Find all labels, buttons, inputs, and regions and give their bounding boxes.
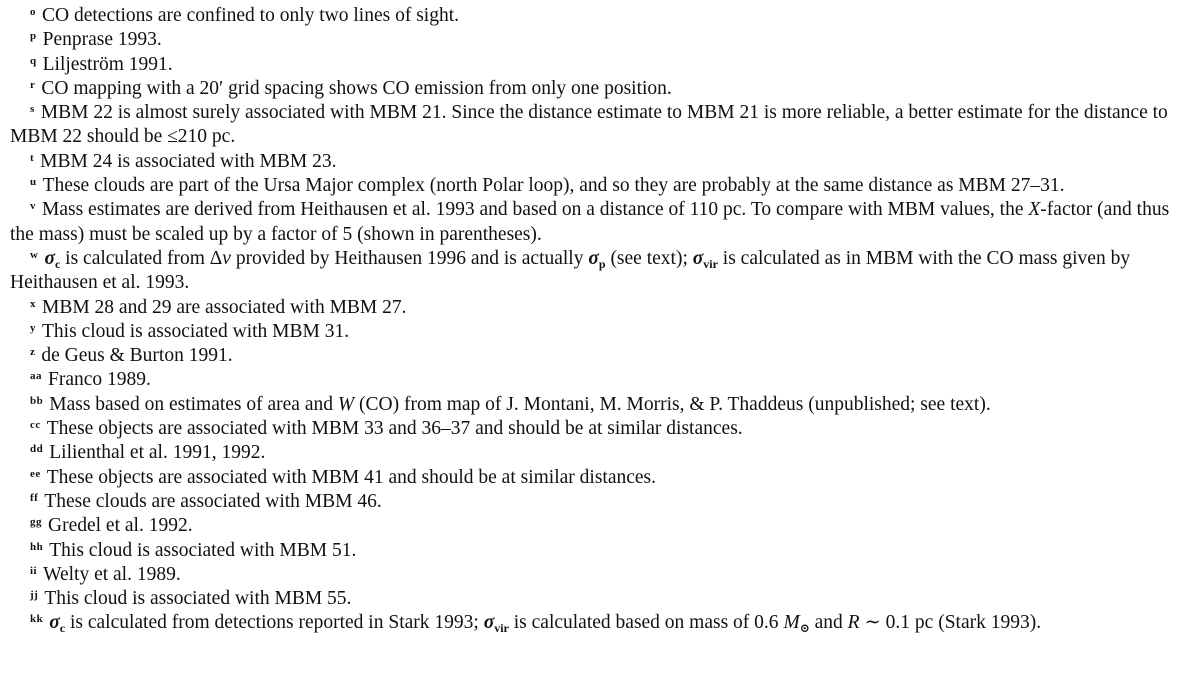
footnote-q bbox=[10, 53, 1190, 77]
footnote-u bbox=[10, 174, 1190, 198]
footnote-text: and bbox=[809, 612, 848, 634]
footnote-mark: jj bbox=[30, 589, 39, 602]
footnote-t bbox=[10, 150, 1190, 174]
m-symbol: M bbox=[783, 612, 800, 634]
footnote-text: This cloud is associated with MBM 55. bbox=[44, 588, 352, 610]
footnote-mark: r bbox=[30, 78, 36, 91]
subscript-c: c bbox=[54, 256, 61, 271]
footnote-text: CO mapping with a 20′ grid spacing shows CO emission from only one position. bbox=[41, 77, 672, 99]
footnote-text: de Geus & Burton 1991. bbox=[41, 345, 233, 367]
footnote-text: (see text); bbox=[605, 247, 693, 269]
footnote-text: is calculated as in MBM with the CO mass given by Heithausen et al. 1993. bbox=[10, 247, 1131, 294]
footnote-y bbox=[10, 320, 1190, 344]
footnote-mark: v bbox=[30, 200, 36, 213]
footnote-v bbox=[10, 198, 1190, 247]
footnote-o bbox=[10, 4, 1190, 28]
sigma-symbol: σ bbox=[692, 247, 704, 269]
footnote-mark: kk bbox=[30, 613, 44, 626]
footnote-gg bbox=[10, 514, 1190, 538]
footnote-text: is calculated from Δ bbox=[60, 247, 223, 269]
subscript-c: c bbox=[59, 621, 66, 636]
subscript-vir: vir bbox=[703, 256, 718, 271]
footnote-text: These clouds are associated with MBM 46. bbox=[44, 490, 382, 512]
footnote-bb bbox=[10, 393, 1190, 417]
footnote-mark: ff bbox=[30, 491, 39, 504]
footnote-mark: t bbox=[30, 151, 35, 164]
footnote-s bbox=[10, 101, 1190, 150]
footnote-text: Liljeström 1991. bbox=[42, 53, 173, 75]
w-symbol: W bbox=[337, 393, 355, 415]
footnote-mark: ee bbox=[30, 467, 41, 480]
footnote-text: These objects are associated with MBM 33 and 36–37 and should be at similar distances. bbox=[46, 418, 743, 440]
footnote-text: Penprase 1993. bbox=[42, 29, 162, 51]
footnote-text: ∼ 0.1 pc (Stark 1993). bbox=[859, 612, 1042, 634]
footnote-dd bbox=[10, 441, 1190, 465]
footnote-mark: z bbox=[30, 346, 36, 359]
footnote-mark: w bbox=[30, 248, 39, 261]
footnote-mark: cc bbox=[30, 419, 41, 432]
footnote-text: Welty et al. 1989. bbox=[43, 563, 181, 585]
footnote-w bbox=[10, 247, 1190, 296]
footnote-text: MBM 24 is associated with MBM 23. bbox=[40, 150, 337, 172]
footnote-x bbox=[10, 296, 1190, 320]
footnote-text: MBM 22 is almost surely associated with MBM 21. Since the distance estimate to MBM 21 is more reliable, a better estimate for the distance to MBM 22 should be ≤210 pc. bbox=[10, 102, 1168, 148]
footnote-text: This cloud is associated with MBM 31. bbox=[42, 320, 350, 342]
footnote-text: CO detections are confined to only two lines of sight. bbox=[42, 5, 460, 26]
footnote-mark: u bbox=[30, 176, 37, 189]
footnote-text: is calculated based on mass of 0.6 bbox=[508, 612, 784, 634]
sigma-symbol: σ bbox=[588, 247, 599, 269]
footnote-text: Gredel et al. 1992. bbox=[48, 515, 193, 537]
footnote-mark: s bbox=[30, 103, 35, 116]
footnote-mark: ii bbox=[30, 564, 38, 577]
footnote-text: Mass based on estimates of area and bbox=[49, 393, 338, 415]
footnote-mark: p bbox=[30, 30, 37, 43]
footnote-mark: y bbox=[30, 321, 36, 334]
footnote-text: provided by Heithausen 1996 and is actually bbox=[230, 247, 589, 269]
footnote-mark: x bbox=[30, 297, 36, 310]
sigma-symbol: σ bbox=[44, 247, 55, 269]
footnote-hh bbox=[10, 539, 1190, 563]
footnote-mark: gg bbox=[30, 516, 42, 529]
footnote-text: Lilienthal et al. 1991, 1992. bbox=[49, 442, 266, 464]
footnote-p bbox=[10, 28, 1190, 52]
footnote-cc bbox=[10, 417, 1190, 441]
sigma-symbol: σ bbox=[49, 612, 60, 634]
r-symbol: R bbox=[847, 612, 860, 634]
footnote-aa bbox=[10, 368, 1190, 392]
subscript-vir: vir bbox=[494, 621, 509, 636]
footnote-text: (CO) from map of J. Montani, M. Morris, & P. Thaddeus (unpublished; see text). bbox=[354, 393, 991, 415]
footnote-text: MBM 28 and 29 are associated with MBM 27. bbox=[42, 296, 407, 318]
footnote-z bbox=[10, 344, 1190, 368]
footnote-kk bbox=[10, 611, 1190, 635]
sigma-symbol: σ bbox=[483, 612, 495, 634]
footnote-mark: hh bbox=[30, 540, 44, 553]
footnote-mark: o bbox=[30, 6, 36, 18]
footnote-text: -factor (and thus the mass) must be scaled up by a factor of 5 (shown in parentheses). bbox=[10, 199, 1170, 245]
footnote-text: These clouds are part of the Ursa Major complex (north Polar loop), and so they are probably at the same distance as MBM 27–31. bbox=[42, 175, 1065, 197]
footnote-mark: bb bbox=[30, 394, 44, 407]
footnote-text: Mass estimates are derived from Heithausen et al. 1993 and based on a distance of 110 pc. To compare with MBM values, the bbox=[42, 199, 1029, 221]
footnote-mark: q bbox=[30, 54, 37, 67]
footnote-ee bbox=[10, 466, 1190, 490]
footnote-text: This cloud is associated with MBM 51. bbox=[49, 539, 357, 561]
footnote-text: Franco 1989. bbox=[48, 369, 151, 391]
footnote-r bbox=[10, 77, 1190, 101]
subscript-p: p bbox=[598, 256, 606, 271]
x-factor-symbol: X bbox=[1028, 199, 1041, 221]
footnote-mark: aa bbox=[30, 370, 42, 383]
footnote-text: These objects are associated with MBM 41 and should be at similar distances. bbox=[46, 466, 656, 488]
footnote-jj bbox=[10, 587, 1190, 611]
sun-subscript: ⊙ bbox=[799, 621, 810, 636]
footnote-ff bbox=[10, 490, 1190, 514]
footnotes-block bbox=[10, 4, 1190, 636]
footnote-ii bbox=[10, 563, 1190, 587]
footnote-mark: dd bbox=[30, 443, 44, 456]
footnote-text: is calculated from detections reported in Stark 1993; bbox=[65, 612, 484, 634]
v-symbol: v bbox=[222, 247, 231, 269]
